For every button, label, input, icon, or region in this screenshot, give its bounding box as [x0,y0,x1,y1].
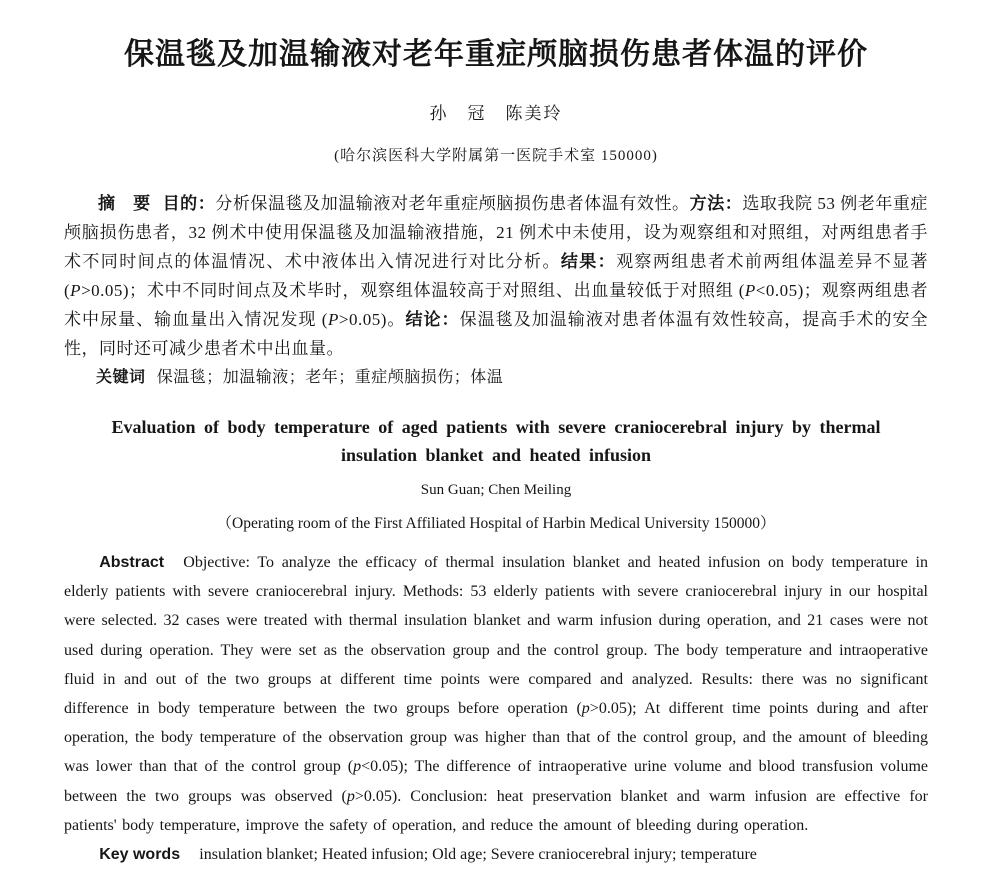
chinese-authors: 孙 冠 陈美玲 [429,104,563,123]
chinese-affiliation: (哈尔滨医科大学附属第一医院手术室 150000) [334,148,658,164]
chinese-abstract-label: 摘 要 [98,194,151,213]
english-abstract-body: Objective: To analyze the efficacy of thermal insulation blanket and heated infusion on body temperature in elderly patients with severe craniocerebral injury. Methods: 53 elderly patients with severe craniocerebral injury in our hospital were selected. 32 cases were treated with thermal insulation blanket and warm infusion during operation, and 21 cases were not used during operation. They were set as the observation group and the control group. The body temperature and intraoperative fluid in and out of the two groups at different time points were compared and analyzed. Results: there was no significant difference in body temperature between the two groups before operation (p>0.05); At different time points during and after operation, the body temperature of the observation group was higher than that of the control group, and the amount of bleeding was lower than that of the control group (p<0.05); The difference of intraoperative urine volume and blood transfusion volume between the two groups was observed (p>0.05). Conclusion: heat preservation blanket and warm infusion are effective for patients' body temperature, improve the safety of operation, and reduce the amount of bleeding during operation. [64,554,929,834]
chinese-keywords-row [64,363,928,392]
english-abstract [64,548,928,840]
english-keywords: insulation blanket; Heated infusion; Old age; Severe craniocerebral injury; temperature [199,846,757,864]
chinese-abstract [64,189,928,363]
chinese-title: 保温毯及加温输液对老年重症颅脑损伤患者体温的评价 [124,38,868,71]
english-title: Evaluation of body temperature of aged patients with severe craniocerebral injury by thermal insulation blanket and heated infusion [111,417,881,465]
english-authors: Sun Guan; Chen Meiling [420,482,572,498]
english-keywords-label: Key words [99,846,181,864]
chinese-keywords-label: 关键词 [96,369,146,386]
english-affiliation: （Operating room of the First Affiliated Hospital of Harbin Medical University 150000） [216,515,776,532]
english-keywords-row [64,840,928,869]
english-abstract-label: Abstract [99,554,165,571]
chinese-keywords: 保温毯；加温输液；老年；重症颅脑损伤；体温 [156,369,504,386]
chinese-abstract-body: 目的：分析保温毯及加温输液对老年重症颅脑损伤患者体温有效性。方法：选取我院 53 例老年重症颅脑损伤患者，32 例术中使用保温毯及加温输液措施，21 例术中未使用，设为观察组和对照组，对两组患者手术不同时间点的体温情况、术中液体出入情况进行对比分析。结果：观察两组患者术前两组体温差异不显著(P>0.05)；术中不同时间点及术毕时，观察组体温较高于对照组、出血量较低于对照组 (P<0.05)；观察两组患者术中尿量、输血量出入情况发现 (P>0.05)。结论：保温毯及加温输液对患者体温有效性较高，提高手术的安全性，同时还可减少患者术中出血量。 [64,194,929,358]
